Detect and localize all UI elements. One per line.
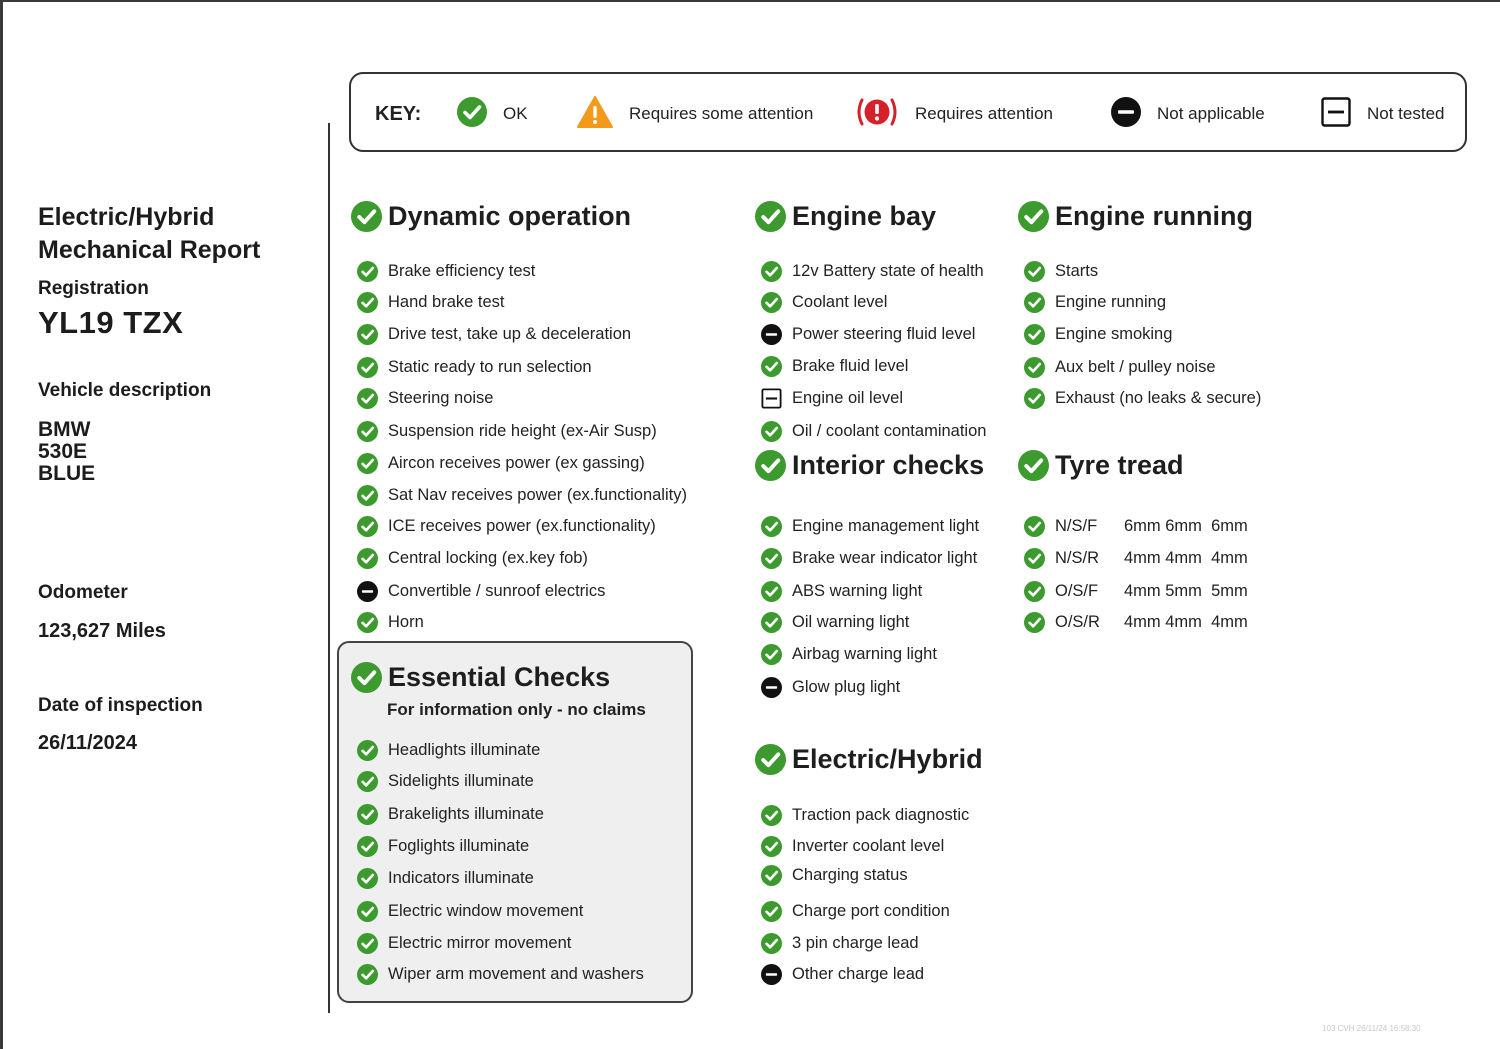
ok-check-icon — [357, 292, 378, 313]
key-item-not-tested — [1321, 74, 1445, 154]
check-item — [357, 482, 687, 508]
ok-check-icon — [357, 453, 378, 474]
odometer-label: Odometer — [38, 582, 128, 603]
ok-check-icon — [357, 388, 378, 409]
tyre-tread-depths: 4mm 4mm 4mm — [1124, 548, 1248, 567]
ok-check-icon — [1024, 261, 1045, 282]
check-item-label: 3 pin charge lead — [792, 933, 919, 952]
section-title: Tyre tread — [1055, 449, 1184, 480]
ok-check-icon — [357, 804, 378, 825]
ok-check-icon — [351, 662, 382, 693]
ok-check-icon — [357, 421, 378, 442]
check-item — [357, 513, 656, 539]
ok-check-icon — [1024, 581, 1045, 602]
check-item — [1024, 385, 1261, 411]
key-item-some-attention — [577, 74, 813, 154]
key-label-not-tested: Not tested — [1367, 104, 1445, 123]
minus-circle-icon — [761, 964, 782, 985]
section-title: Essential Checks — [388, 661, 611, 692]
key-label-ok: OK — [503, 104, 528, 123]
check-item — [761, 609, 909, 635]
check-item — [761, 862, 908, 888]
ok-check-icon — [761, 805, 782, 826]
check-item — [1024, 258, 1098, 284]
check-item — [1024, 354, 1216, 380]
section-heading — [755, 741, 1015, 777]
check-item — [761, 578, 922, 604]
check-item-label: Suspension ride height (ex-Air Susp) — [388, 421, 657, 440]
check-item-label: Airbag warning light — [792, 644, 937, 663]
ok-check-icon — [357, 964, 378, 985]
check-item-label: Aux belt / pulley noise — [1055, 357, 1216, 376]
ok-check-icon — [357, 485, 378, 506]
check-item-label: Engine oil level — [792, 388, 903, 407]
ok-check-icon — [761, 581, 782, 602]
section-title: Interior checks — [792, 449, 985, 480]
ok-check-icon — [761, 292, 782, 313]
section-heading — [1018, 198, 1298, 234]
ok-check-icon — [357, 516, 378, 537]
check-item-label: Sat Nav receives power (ex.functionality) — [388, 485, 687, 504]
check-item — [761, 385, 903, 411]
check-item — [357, 833, 529, 859]
check-item-label: ABS warning light — [792, 581, 923, 600]
report-title-line1: Electric/Hybrid — [38, 203, 215, 231]
check-item-label: Power steering fluid level — [792, 324, 976, 343]
check-item — [761, 674, 900, 700]
ok-check-icon — [761, 548, 782, 569]
check-item-label: Exhaust (no leaks & secure) — [1055, 388, 1262, 407]
check-item-label: Foglights illuminate — [388, 836, 530, 855]
section-heading — [755, 447, 1015, 483]
ok-check-icon — [357, 901, 378, 922]
ok-check-icon — [761, 516, 782, 537]
check-item — [761, 641, 937, 667]
inspection-date-label: Date of inspection — [38, 695, 203, 716]
check-item — [357, 418, 657, 444]
key-item-attention — [855, 74, 1053, 154]
check-item — [761, 353, 908, 379]
check-item — [761, 321, 975, 347]
check-item — [761, 258, 984, 284]
section-interior-checks — [755, 447, 1015, 696]
warning-triangle-icon — [577, 96, 613, 133]
ok-check-icon — [357, 933, 378, 954]
report-title — [38, 201, 318, 267]
check-item-label: Electric mirror movement — [388, 933, 572, 952]
section-engine-bay — [755, 198, 1015, 440]
check-item-label: Drive test, take up & deceleration — [388, 324, 632, 343]
check-item — [357, 961, 644, 987]
ok-check-icon — [761, 612, 782, 633]
check-item — [357, 289, 504, 315]
ok-check-icon — [761, 644, 782, 665]
ok-check-icon — [761, 421, 782, 442]
check-item-label: Brake efficiency test — [388, 261, 536, 280]
check-item — [357, 578, 605, 604]
section-heading — [755, 198, 1015, 234]
ok-check-icon — [1024, 324, 1045, 345]
check-item-label: Starts — [1055, 261, 1099, 280]
check-item-label: O/S/F — [1055, 581, 1099, 600]
check-item-label: Steering noise — [388, 388, 494, 407]
check-item — [1024, 578, 1248, 604]
key-label-some-attention: Requires some attention — [629, 104, 814, 123]
footer-stamp: 103 CVH 26/11/24 16:58:30 — [1322, 1024, 1421, 1033]
registration-label: Registration — [38, 278, 149, 299]
check-item-label: Aircon receives power (ex gassing) — [388, 453, 645, 472]
section-tyre-tread — [1018, 447, 1298, 631]
check-item-label: Inverter coolant level — [792, 836, 945, 855]
check-item — [1024, 321, 1172, 347]
vehicle-model: 530E — [38, 440, 88, 463]
section-heading — [1018, 447, 1298, 483]
tyre-tread-depths: 4mm 5mm 5mm — [1124, 581, 1248, 600]
vehicle-description-label: Vehicle description — [38, 380, 212, 401]
ok-check-icon — [357, 357, 378, 378]
section-title: Dynamic operation — [388, 200, 632, 231]
essential-checks-subtitle: For information only - no claims — [387, 700, 646, 719]
ok-check-icon — [357, 324, 378, 345]
check-item-label: Glow plug light — [792, 677, 901, 696]
key-item-not-applicable — [1111, 74, 1265, 154]
check-item — [761, 930, 919, 956]
check-item-label: 12v Battery state of health — [792, 261, 984, 280]
column-divider — [328, 123, 330, 1013]
section-heading — [351, 198, 721, 234]
ok-check-icon — [761, 933, 782, 954]
check-item — [357, 737, 540, 763]
ok-check-icon — [1024, 516, 1045, 537]
check-item — [1024, 289, 1166, 315]
check-item-label: N/S/R — [1055, 548, 1100, 567]
tyre-tread-depths: 4mm 4mm 4mm — [1124, 612, 1248, 631]
check-item-label: Convertible / sunroof electrics — [388, 581, 606, 600]
check-item — [357, 768, 534, 794]
check-item-label: Horn — [388, 612, 424, 631]
ok-check-icon — [351, 201, 382, 232]
ok-check-icon — [761, 261, 782, 282]
ok-check-icon — [357, 548, 378, 569]
check-item — [357, 258, 535, 284]
check-item — [761, 513, 979, 539]
check-item — [357, 609, 424, 635]
check-item-label: Oil / coolant contamination — [792, 421, 987, 440]
check-item-label: Oil warning light — [792, 612, 910, 631]
status-key — [349, 72, 1467, 152]
check-item-label: Sidelights illuminate — [388, 771, 534, 790]
vehicle-description — [38, 419, 95, 485]
report-title-line2: Mechanical Report — [38, 236, 261, 264]
check-item-label: Brake wear indicator light — [792, 548, 978, 567]
ok-check-icon — [457, 97, 487, 132]
check-item-label: Coolant level — [792, 292, 888, 311]
check-item — [1024, 545, 1248, 571]
check-item — [357, 865, 534, 891]
check-item — [761, 833, 944, 859]
check-item-label: Engine running — [1055, 292, 1167, 311]
check-item — [357, 545, 588, 571]
key-item-ok — [457, 74, 528, 154]
ok-check-icon — [755, 744, 786, 775]
section-title: Electric/Hybrid — [792, 743, 983, 774]
check-item — [357, 450, 645, 476]
check-item-label: Other charge lead — [792, 964, 925, 983]
registration-value: YL19 TZX — [38, 305, 184, 340]
check-item — [1024, 609, 1248, 635]
section-heading — [351, 659, 691, 695]
ok-check-icon — [761, 836, 782, 857]
check-item — [761, 289, 887, 315]
ok-check-icon — [755, 201, 786, 232]
ok-check-icon — [357, 836, 378, 857]
check-item — [357, 801, 544, 827]
check-item-label: Engine smoking — [1055, 324, 1173, 343]
minus-box-icon — [1321, 97, 1351, 132]
ok-check-icon — [761, 901, 782, 922]
ok-check-icon — [755, 450, 786, 481]
section-title: Engine running — [1055, 200, 1253, 231]
minus-circle-icon — [761, 677, 782, 698]
check-item — [761, 898, 950, 924]
check-item-label: Brake fluid level — [792, 356, 909, 375]
minus-circle-icon — [1111, 97, 1141, 132]
ok-check-icon — [357, 740, 378, 761]
tyre-tread-depths: 6mm 6mm 6mm — [1124, 516, 1248, 535]
check-item — [761, 545, 977, 571]
ok-check-icon — [1024, 548, 1045, 569]
vehicle-colour: BLUE — [38, 462, 96, 485]
ok-check-icon — [761, 356, 782, 377]
vehicle-make: BMW — [38, 418, 91, 441]
check-item-label: Static ready to run selection — [388, 357, 592, 376]
ok-check-icon — [1024, 357, 1045, 378]
ok-check-icon — [357, 868, 378, 889]
check-item — [357, 898, 583, 924]
page-border-left — [0, 0, 3, 1049]
section-engine-running — [1018, 198, 1298, 407]
minus-circle-icon — [761, 324, 782, 345]
check-item-label: Central locking (ex.key fob) — [388, 548, 588, 567]
check-item — [357, 354, 592, 380]
odometer-value: 123,627 Miles — [38, 620, 166, 642]
inspection-date-value: 26/11/2024 — [38, 732, 137, 754]
check-item-label: Charge port condition — [792, 901, 950, 920]
check-item-label: Traction pack diagnostic — [792, 805, 970, 824]
ok-check-icon — [761, 865, 782, 886]
alert-circle-icon — [855, 97, 899, 132]
check-item-label: Indicators illuminate — [388, 868, 534, 887]
check-item-label: O/S/R — [1055, 612, 1100, 631]
check-item-label: Engine management light — [792, 516, 980, 535]
check-item — [357, 930, 571, 956]
section-dynamic-operation — [351, 198, 721, 631]
check-item — [761, 418, 986, 444]
check-item — [357, 385, 494, 411]
ok-check-icon — [1018, 450, 1049, 481]
check-item-label: Wiper arm movement and washers — [388, 964, 644, 983]
check-item-label: Headlights illuminate — [388, 740, 541, 759]
section-title: Engine bay — [792, 200, 937, 231]
check-item-label: Hand brake test — [388, 292, 505, 311]
ok-check-icon — [1024, 292, 1045, 313]
minus-circle-icon — [357, 581, 378, 602]
check-item — [357, 321, 631, 347]
ok-check-icon — [357, 771, 378, 792]
ok-check-icon — [357, 612, 378, 633]
check-item-label: N/S/F — [1055, 516, 1098, 535]
ok-check-icon — [1018, 201, 1049, 232]
key-title: KEY: — [375, 102, 422, 125]
minus-box-icon — [761, 388, 782, 409]
check-item — [761, 961, 924, 987]
page-border-top — [0, 0, 1500, 2]
section-electric-hybrid — [755, 741, 1015, 983]
ok-check-icon — [1024, 612, 1045, 633]
check-item-label: Brakelights illuminate — [388, 804, 544, 823]
check-item — [1024, 513, 1248, 539]
check-item-label: Charging status — [792, 865, 908, 884]
key-label-attention: Requires attention — [915, 104, 1053, 123]
check-item-label: ICE receives power (ex.functionality) — [388, 516, 656, 535]
check-item — [761, 802, 969, 828]
key-label-not-applicable: Not applicable — [1157, 104, 1265, 123]
ok-check-icon — [357, 261, 378, 282]
check-item-label: Electric window movement — [388, 901, 584, 920]
ok-check-icon — [1024, 388, 1045, 409]
